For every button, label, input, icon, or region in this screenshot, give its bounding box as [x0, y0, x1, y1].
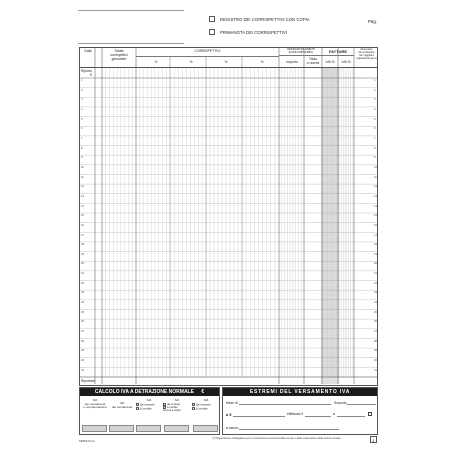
riporto-text: Riporto: [81, 69, 92, 73]
versamento-panel-title: ESTREMI DEL VERSAMENTO IVA: [223, 388, 377, 396]
header-data: Data: [84, 49, 92, 53]
row-number: 12: [374, 185, 377, 189]
option-registro[interactable]: [209, 16, 310, 22]
row-number: 19: [374, 252, 377, 256]
row-number: 31: [374, 368, 377, 372]
row-number: 30: [81, 358, 84, 362]
iva-col-2-l2: dei versamenti: [111, 404, 133, 409]
iva-currency: €: [201, 389, 205, 395]
row-number: 2: [374, 88, 376, 92]
header-band: [80, 48, 377, 68]
row-number: 17: [374, 233, 377, 237]
row-number: 14: [81, 204, 84, 208]
form-code: MM5424 (c): [79, 439, 96, 443]
row-number: 22: [81, 281, 84, 285]
header-fatture: FATTURE: [328, 49, 348, 54]
header-divider: [136, 56, 279, 57]
mezzo-field[interactable]: [239, 429, 339, 430]
header-pct-1: %: [154, 60, 158, 64]
importo-field[interactable]: [347, 404, 376, 405]
row-number: 14: [374, 204, 377, 208]
row-number: 15: [374, 214, 377, 218]
row-number: 26: [374, 320, 377, 324]
iva-col-1-l1: IVA: [92, 398, 98, 402]
iva-col-1: [82, 399, 108, 410]
iva-col-3-opt2[interactable]: [136, 407, 162, 411]
row-number: 8: [81, 146, 83, 150]
euro-label: a €: [226, 412, 232, 417]
mese-label: Mese di: [226, 401, 238, 405]
iva-col-4: [163, 399, 191, 414]
row-number: 1: [81, 79, 83, 83]
row-number: 15: [81, 214, 84, 218]
iva-col-5: [192, 399, 220, 410]
page-label: Pag.: [368, 19, 378, 24]
header-divider-op: [279, 55, 323, 56]
row-number: 13: [81, 194, 84, 198]
iva-panel: [79, 387, 220, 435]
da-versare-checkbox[interactable]: [136, 403, 139, 406]
row-number: 13: [374, 194, 377, 198]
header-line-1: [78, 10, 184, 11]
row-number: 30: [374, 358, 377, 362]
header-divider-fat: [322, 55, 354, 56]
header-titolo: Titolo o norma: [306, 57, 320, 65]
iva-value-cell-5[interactable]: [193, 425, 218, 432]
row-number: 25: [374, 310, 377, 314]
iva-value-cell-1[interactable]: [82, 425, 107, 432]
registro-checkbox[interactable]: [209, 16, 215, 22]
importo-label: l'Importo: [334, 401, 347, 405]
row-number: 7: [81, 137, 83, 141]
mezzo-label: a mezzo: [226, 426, 239, 430]
row-number: 16: [374, 223, 377, 227]
row-number: 5: [81, 117, 83, 121]
header-importo: Importo: [286, 60, 298, 64]
row-number: 25: [81, 310, 84, 314]
versamento-checkbox[interactable]: [368, 412, 372, 416]
effettuato-label: effettuato il: [287, 412, 304, 416]
row-number: 9: [81, 156, 83, 160]
row-number: 20: [81, 262, 84, 266]
iva-col-5-opt1-label: da versare: [196, 401, 211, 406]
registro-label: REGISTRO DEI CORRISPETTIVI CON COPIA: [220, 16, 310, 22]
row-number: 18: [374, 243, 377, 247]
header-corrispettivi: CORRISPETTIVI: [194, 49, 221, 53]
iva-col-4-l1: IVA: [174, 398, 180, 402]
iva-value-cell-3[interactable]: [136, 425, 161, 432]
row-number: 28: [374, 339, 377, 343]
page-number: 1: [370, 436, 377, 443]
iva-panel-title: [80, 388, 219, 396]
header-pct-3: %: [224, 60, 228, 64]
row-number: 26: [81, 320, 84, 324]
header-fatture-col1: IVA %: [325, 60, 335, 64]
row-number: 6: [81, 127, 83, 131]
a-credito-checkbox[interactable]: [163, 406, 166, 409]
row-number: 31: [81, 368, 84, 372]
euro-field[interactable]: [233, 416, 285, 417]
row-number: 9: [374, 156, 376, 160]
iva-col-1-l2: per versamenti: [84, 401, 106, 406]
header-ammontare: Ammontare dei corrispettivi non soggetti a registrazione (art.1): [356, 48, 377, 60]
iva-col-5-opt2-label: a credito: [196, 405, 208, 410]
iva-col-3-opt1-label: da versare: [140, 401, 155, 406]
versamento-panel: [222, 387, 378, 435]
row-number: 3: [81, 98, 83, 102]
row-number: 10: [81, 166, 84, 169]
iva-col-1-l3: o compensazioni: [83, 405, 107, 410]
mese-field[interactable]: [239, 404, 331, 405]
iva-col-2: [109, 402, 135, 409]
row-number: 8: [374, 146, 376, 150]
row-number: 17: [81, 233, 84, 237]
header-pct-4: %: [260, 60, 264, 64]
row-number: 3: [374, 98, 376, 102]
iva-col-2-l1: IVA: [119, 401, 125, 405]
row-number: 29: [374, 349, 377, 353]
row-number: 21: [374, 272, 377, 276]
row-number: 16: [81, 223, 84, 227]
register-sheet: [79, 47, 378, 386]
iva-col-5-opt2[interactable]: [192, 407, 220, 411]
a-credito-checkbox[interactable]: [136, 407, 139, 410]
row-number: 1: [374, 79, 376, 83]
primanota-checkbox[interactable]: [209, 29, 215, 35]
row-number: 4: [81, 108, 83, 112]
row-number: 4: [374, 108, 376, 112]
iva-value-cell-2[interactable]: [109, 425, 134, 432]
row-number: 23: [374, 291, 377, 295]
header-fatture-col2: IVA %: [341, 60, 351, 64]
iva-col-4-opt3: da porsi a credito: [163, 410, 181, 413]
row-number: 7: [374, 137, 376, 141]
row-number: 24: [374, 301, 377, 305]
row-number: 23: [81, 291, 84, 295]
row-number: 11: [374, 175, 377, 179]
da-versare-checkbox[interactable]: [192, 403, 195, 406]
row-number: 29: [81, 349, 84, 353]
riportare-label: Riportare: [81, 379, 95, 383]
row-number: 18: [81, 243, 84, 247]
row-number: 12: [81, 185, 84, 189]
a-field[interactable]: [337, 416, 365, 417]
effettuato-field[interactable]: [305, 416, 331, 417]
row-number: 5: [374, 117, 376, 121]
row-number: 6: [374, 127, 376, 131]
row-number: 10: [374, 166, 377, 169]
footnote: (*) Registrazione obbligatoria per le transazioni eccezionali dalla tenuta o dalle registrazioni della sezione fiscale.: [212, 437, 342, 440]
row-number: 27: [374, 329, 377, 333]
row-number: 2: [81, 88, 83, 92]
row-number: 22: [374, 281, 377, 285]
iva-col-4-opt2-label: a credito: [167, 405, 178, 410]
row-number: 28: [81, 339, 84, 343]
primanota-label: PRIMANOTA DEI CORRISPETTIVI: [220, 29, 288, 35]
header-pct-2: %: [189, 60, 193, 64]
riporto-unit: €: [90, 73, 92, 77]
iva-col-3-l1: IVA: [146, 398, 152, 402]
header-totale: Totale corrispettivi giornalieri: [110, 49, 128, 61]
a-credito-checkbox[interactable]: [192, 407, 195, 410]
row-number: 24: [81, 301, 84, 305]
iva-col-5-l1: IVA: [203, 398, 209, 402]
row-number: 19: [81, 252, 84, 256]
register-grid: [80, 48, 378, 386]
iva-col-3: [136, 399, 162, 410]
header-operazioni: OPERAZIONI ESENTI E NON IMPONIBILI: [286, 47, 316, 55]
header-line-2: [78, 43, 184, 44]
iva-col-3-opt2-label: a credito: [140, 405, 152, 410]
row-number: 21: [81, 272, 84, 276]
da-versare-checkbox[interactable]: [163, 403, 166, 406]
a-label: a: [333, 412, 335, 416]
iva-col-4-opt1-label: da versare: [167, 401, 181, 406]
row-number: 27: [81, 329, 84, 333]
iva-title-text: CALCOLO IVA A DETRAZIONE NORMALE: [94, 389, 194, 395]
row-number: 11: [81, 175, 84, 179]
iva-value-cell-4[interactable]: [164, 425, 189, 432]
row-number: 20: [374, 262, 377, 266]
option-primanota[interactable]: [209, 29, 287, 35]
